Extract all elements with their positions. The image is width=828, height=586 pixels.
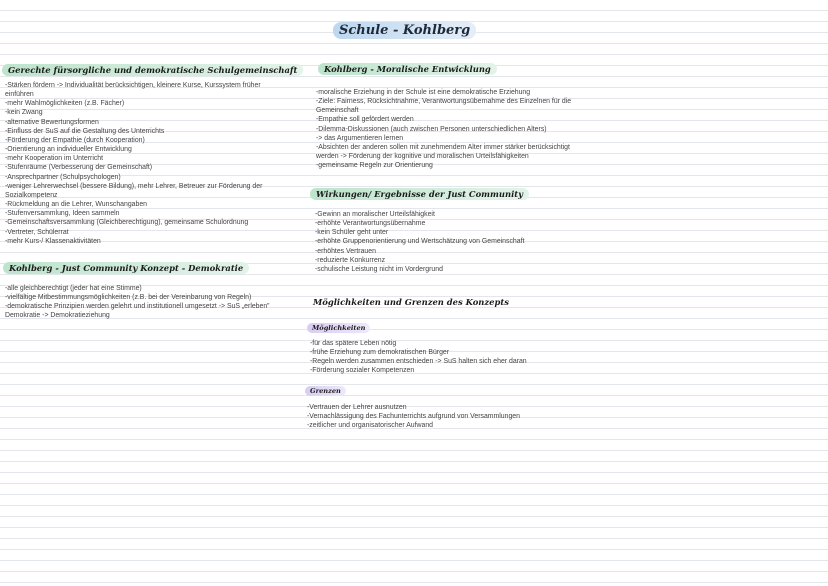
list-item: -Dilemma-Diskussionen (auch zwischen Personen unterschiedlichen Alters) [316, 125, 547, 133]
list-item: -Stufenräume (Verbesserung der Gemeinschaft) [5, 164, 153, 172]
list-item: -alternative Bewertungsformen [5, 118, 99, 126]
list-item: -für das spätere Leben nötig [310, 340, 397, 347]
list-item: -zeitlicher und organisatorischer Aufwand [307, 422, 434, 430]
list-item: -mehr Kooperation im Unterricht [5, 155, 104, 163]
list-item: -Absichten der anderen sollen mit zunehmendem Alter immer stärker berücksichtigt [316, 143, 570, 151]
list-item: -schulische Leistung nicht im Vordergrund [315, 265, 443, 273]
list-item: -erhöhtes Vertrauen [315, 247, 376, 255]
list-item: -mehr Wahlmöglichkeiten (z.B. Fächer) [5, 100, 125, 108]
list-grenzen [307, 403, 520, 430]
list-moralische-entwicklung [316, 88, 571, 170]
list-item: -Gewinn an moralischer Urteilsfähigkeit [315, 211, 435, 218]
page-title: Schule - Kohlberg [333, 22, 476, 39]
list-item: -Förderung der Empathie (durch Kooperation) [5, 136, 145, 144]
list-item: -frühe Erziehung zum demokratischen Bürger [310, 349, 450, 357]
list-wirkungen [315, 210, 524, 274]
list-item: -Förderung sozialer Kompetenzen [310, 367, 415, 375]
list-item: -Stufenversammlung, Ideen sammeln [5, 210, 120, 218]
heading-moeglichkeiten-grenzen: Möglichkeiten und Grenzen des Konzepts [313, 297, 509, 307]
list-moeglichkeiten [310, 339, 527, 376]
list-item: -Empathie soll gefördert werden [316, 116, 414, 124]
list-item: -Rückmeldung an die Lehrer, Wunschangaben [5, 201, 147, 209]
list-item: -Vernachlässigung des Fachunterrichts aufgrund von Versammlungen [307, 413, 520, 421]
list-item: -> das Argumentieren lernen [316, 134, 404, 142]
list-item: -Ziele: Fairness, Rücksichtnahme, Verantwortungsübernahme des Einzelnen für die [316, 98, 572, 106]
list-item: -gemeinsame Regeln zur Orientierung [316, 162, 433, 170]
list-item: -Vertrauen der Lehrer ausnutzen [307, 404, 407, 411]
list-just-community-demokratie [5, 284, 269, 321]
list-item: -erhöhte Gruppenorientierung und Wertschätzung von Gemeinschaft [315, 238, 525, 246]
list-item: Demokratie -> Demokratieziehung [5, 312, 110, 320]
heading-moralische-entwicklung: Kohlberg - Moralische Entwicklung [318, 63, 497, 75]
list-item: -Regeln werden zusammen entschieden -> SuS halten sich eher daran [310, 358, 527, 366]
list-schulgemeinschaft [5, 81, 262, 246]
list-item: -Ansprechpartner (Schulpsychologen) [5, 173, 121, 181]
list-item: -Einfluss der SuS auf die Gestaltung des Unterrichts [5, 127, 165, 135]
list-item: -Vertreter, Schülerrat [5, 228, 69, 236]
list-item: -mehr Kurs-/ Klassenaktivitäten [5, 237, 101, 245]
list-item: einführen [5, 91, 34, 99]
list-item: Sozialkompetenz [5, 191, 58, 199]
list-item: -vielfältige Mitbestimmungsmöglichkeiten (z.B. bei der Vereinbarung von Regeln) [5, 294, 252, 302]
list-item: -Gemeinschaftsversammlung (Gleichberechtigung), gemeinsame Schulordnung [5, 219, 249, 227]
heading-just-community-demokratie: Kohlberg - Just Community Konzept - Demokratie [3, 262, 249, 274]
list-item: -kein Zwang [5, 109, 43, 117]
subheading-moeglichkeiten: Möglichkeiten [307, 323, 370, 333]
list-item: -kein Schüler geht unter [315, 229, 389, 237]
list-item: -weniger Lehrerwechsel (bessere Bildung), mehr Lehrer, Betreuer zur Förderung der [5, 182, 263, 190]
list-item: Gemeinschaft [316, 107, 359, 115]
list-item: -reduzierte Konkurrenz [315, 256, 386, 264]
heading-wirkungen: Wirkungen/ Ergebnisse der Just Community [310, 188, 529, 200]
subheading-grenzen: Grenzen [305, 386, 346, 396]
heading-schulgemeinschaft: Gerechte fürsorgliche und demokratische Schulgemeinschaft [2, 64, 303, 76]
list-item: -Stärken fördern -> Individualität berücksichtigen, kleinere Kurse, Kurssystem früher [5, 82, 261, 89]
list-item: -erhöhte Verantwortungsübernahme [315, 220, 426, 228]
list-item: -Orientierung an individueller Entwicklung [5, 146, 132, 154]
list-item: -demokratische Prinzipien werden gelehrt und institutionell umgesetzt -> SuS „erleben” [5, 303, 270, 311]
list-item: -moralische Erziehung in der Schule ist eine demokratische Erziehung [316, 89, 531, 96]
list-item: -alle gleichberechtigt (jeder hat eine Stimme) [5, 285, 142, 292]
list-item: werden -> Förderung der kognitive und moralischen Urteilsfähigkeiten [316, 153, 529, 161]
